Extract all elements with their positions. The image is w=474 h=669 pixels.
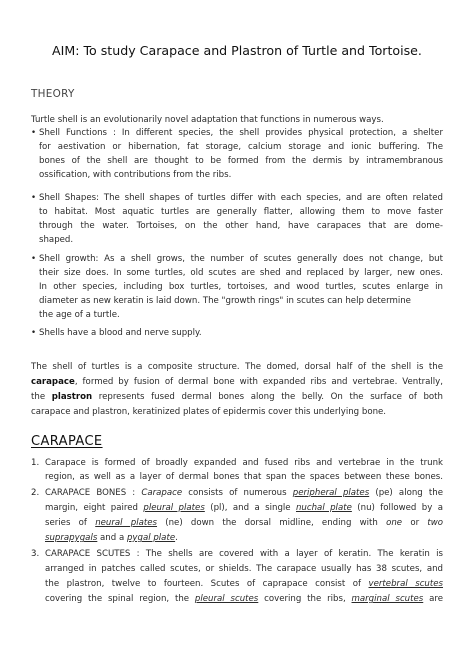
bullet-shell-growth-line: In other species, including box turtles, tortoises, and wood turtles, scutes enlarge in [39,282,443,292]
page-title: AIM: To study Carapace and Plastron of Turtle and Tortoise. [52,43,422,58]
term-pleural-scutes: pleural scutes [194,594,259,604]
bullet-icon: • [31,254,37,264]
term-neural-plates: neural plates [95,518,158,528]
bullet-shell-functions-line: Shell Functions : In different species, the shell provides physical protection, a shelter [39,128,443,138]
list-item-line: arranged in patches called scutes, or shields. The carapace usually has 38 scutes, and [45,564,443,574]
paragraph-line: carapace, formed by fusion of dermal bone with expanded ribs and vertebrae. Ventrally, [31,377,443,387]
term-pleural-plates: pleural plates [143,503,205,513]
theory-heading: THEORY [31,88,75,100]
bullet-shell-shapes-line: shaped. [39,235,74,245]
list-number: 3. [31,549,40,559]
paragraph-line: carapace and plastron, keratinized plates of epidermis cover this underlying bone. [31,407,387,417]
paragraph-line: The shell of turtles is a composite structure. The domed, dorsal half of the shell is the [31,362,443,372]
intro-text: Turtle shell is an evolutionarily novel adaptation that functions in numerous ways. [31,115,384,125]
bullet-shell-growth-line: diameter as new keratin is laid down. The "growth rings" in scutes can help determine [39,296,411,306]
list-item-line: region, as well as a layer of dermal bones that span the spaces between these bones. [45,472,443,482]
list-item-line: CARAPACE SCUTES : The shells are covered with a layer of keratin. The keratin is [45,549,443,559]
bullet-blood-nerve-supply: Shells have a blood and nerve supply. [39,328,202,338]
bullet-shell-shapes-line: to habitat. Most aquatic turtles are generally flatter, allowing them to move faster [39,207,443,217]
list-number: 2. [31,488,40,498]
term-suprapygals: suprapygals [45,533,98,543]
bullet-shell-growth-line: Shell growth: As a shell grows, the number of scutes generally does not change, but [39,254,443,264]
term-pygal-plate: pygal plate [126,533,176,543]
list-item-line: Carapace is formed of broadly expanded and fused ribs and vertebrae in the trunk [45,458,443,468]
bullet-shell-growth-line: the age of a turtle. [39,310,120,320]
list-number: 1. [31,458,40,468]
carapace-term: carapace [31,377,75,387]
bullet-shell-functions-line: ossification, with contributions from the ribs. [39,170,232,180]
list-item-line: margin, eight paired pleural plates (pl), and a single nuchal plate (nu) followed by a [45,503,443,513]
list-item-line: suprapygals and a pygal plate. [45,533,178,543]
plastron-term: plastron [51,392,93,402]
list-item-line: covering the spinal region, the pleural scutes covering the ribs, marginal scutes are [45,594,443,604]
carapace-heading: CARAPACE [31,434,103,449]
term-peripheral-plates: peripheral plates [292,488,370,498]
term-nuchal-plate: nuchal plate [295,503,352,513]
bullet-shell-functions-line: for aestivation or hibernation, fat storage, calcium storage and ionic buffering. The [39,142,443,152]
paragraph-line: the plastron represents fused dermal bones along the belly. On the surface of both [31,392,444,402]
term-marginal-scutes: marginal scutes [351,594,424,604]
list-item-line: series of neural plates (ne) down the dorsal midline, ending with one or two [45,518,443,528]
bullet-shell-shapes-line: Shell Shapes: The shell shapes of turtles differ with each species, and are often related [39,193,443,203]
list-item-line: the plastron, twelve to fourteen. Scutes of caprapace consist of vertebral scutes [45,579,443,589]
bullet-icon: • [31,193,37,203]
list-item-line: CARAPACE BONES : Carapace consists of numerous peripheral plates (pe) along the [45,488,444,498]
bullet-shell-growth-line: their size does. In some turtles, old scutes are shed and replaced by larger, new ones. [39,268,443,278]
bullet-icon: • [31,128,37,138]
bullet-shell-functions-line: bones of the shell are thought to be formed from the dermis by intramembranous [39,156,443,166]
term-vertebral-scutes: vertebral scutes [368,579,443,589]
bullet-shell-shapes-line: through the water. Tortoises, on the other hand, have carapaces that are dome- [39,221,443,231]
bullet-icon: • [31,328,37,338]
